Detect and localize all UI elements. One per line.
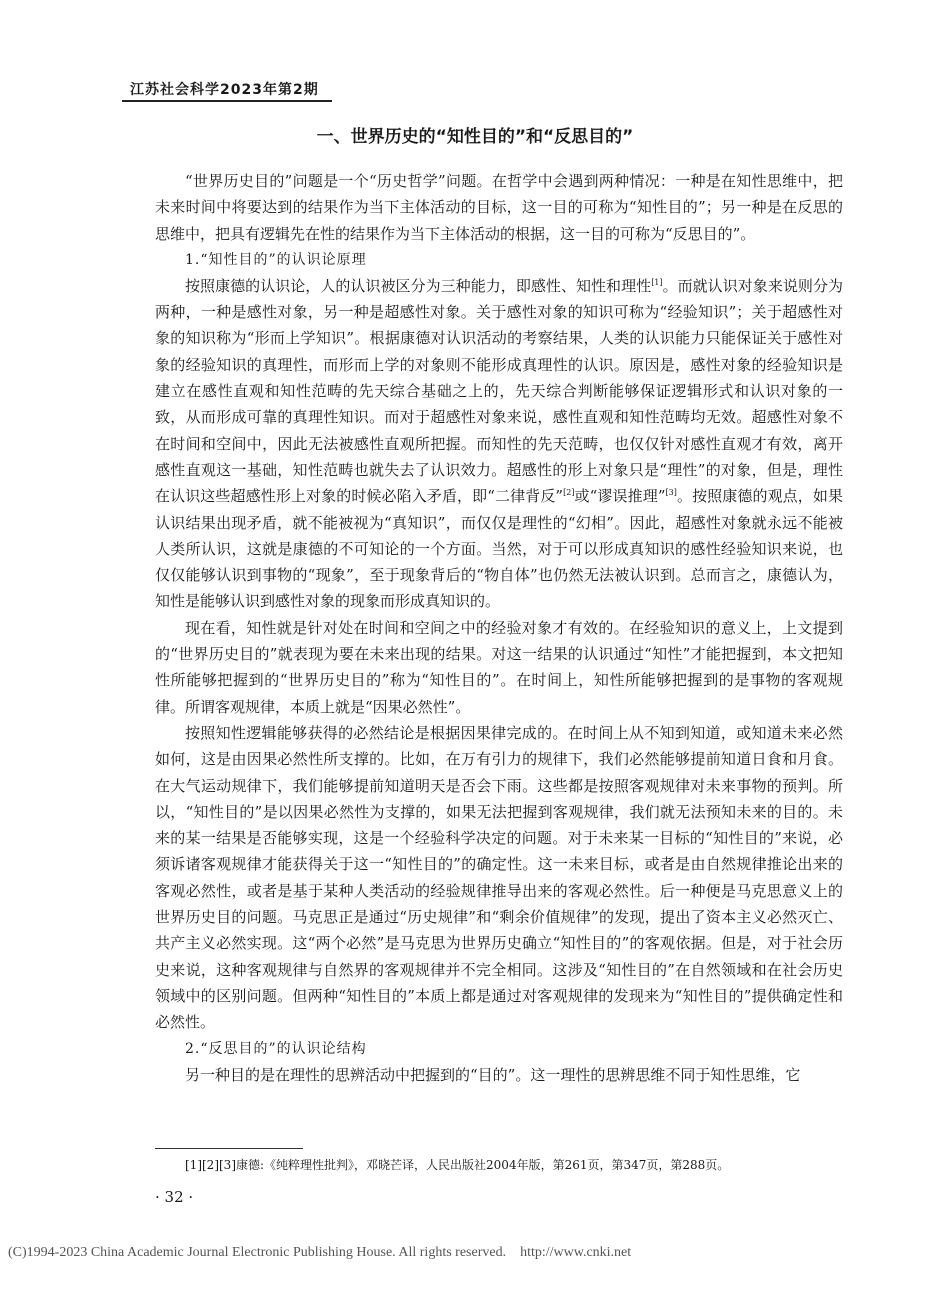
copyright-notice: (C)1994-2023 China Academic Journal Electronic Publishing House. All rights reserved. http://www.cnki.net	[8, 1245, 632, 1260]
paragraph-kant	[155, 273, 843, 615]
running-header	[122, 72, 332, 102]
paragraph-intro: “世界历史目的”问题是一个“历史哲学”问题。在哲学中会遇到两种情况：一种是在知性思维中，把未来时间中将要达到的结果作为当下主体活动的目标，这一目的可称为“知性目的”；另一种是在反思的思维中，把具有逻辑先在性的结果作为当下主体活动的根据，这一目的可称为“反思目的”。	[155, 172, 843, 243]
kant-text-b: 。而就认识对象来说则分为两种，一种是感性对象，另一种是超感性对象。关于感性对象的知识可称为“经验知识”；关于超感性对象的知识称为“形而上学知识”。根据康德对认识活动的考察结果，人类的认识能力只能保证关于感性对象的经验知识的真理性，而形而上学的对象则不能形成真理性的认识。原因是，感性对象的经验知识是建立在感性直观和知性范畴的先天综合基础之上的，先天综合判断能够保证逻辑形式和认识对象的一致，从而形成可靠的真理性知识。而对于超感性对象来说，感性直观和知性范畴均无效。超感性对象不在时间和空间中，因此无法被感性直观所把握。而知性的先天范畴，也仅仅针对感性直观才有效，离开感性直观这一基础，知性范畴也就失去了认识效力。超感性的形上对象只是“理性”的对象，但是，理性在认识这些超感性形上对象的时候必陷入矛盾，即“二律背反”	[155, 276, 843, 506]
footnote-ref-3[interactable]: [3]	[665, 488, 677, 498]
kant-text-a: 按照康德的认识论，人的认识被区分为三种能力，即感性、知性和理性	[185, 276, 652, 295]
article-body	[155, 168, 843, 1088]
footnote-rule	[155, 1148, 303, 1149]
journal-title: 江苏社会科学2023年第2期	[130, 82, 319, 98]
kant-text-c: 或“谬误推理”	[574, 487, 666, 506]
header-rule	[122, 100, 332, 102]
page-number: · 32 ·	[155, 1188, 194, 1206]
footnote: [1][2][3]康德:《纯粹理性批判》，邓晓芒译，人民出版社2004年版，第261页，第347页，第288页。	[185, 1158, 730, 1172]
kant-text-d: 。按照康德的观点，如果认识结果出现矛盾，就不能被视为“真知识”，而仅仅是理性的“幻相”。因此，超感性对象就永远不能被人类所认识，这就是康德的不可知论的一个方面。当然，对于可以形成真知识的感性经验知识来说，也仅仅能够认识到事物的“现象”，至于现象背后的“物自体”也仍然无法被认识到。总而言之，康德认为，知性是能够认识到感性对象的现象而形成真知识的。	[155, 487, 843, 611]
subheading-1: 1.“知性目的”的认识论原理	[185, 251, 367, 268]
footnote-ref-1[interactable]: [1]	[651, 277, 663, 287]
paragraph-now: 现在看，知性就是针对处在时间和空间之中的经验对象才有效的。在经验知识的意义上，上文提到的“世界历史目的”就表现为要在未来出现的结果。对这一结果的认识通过“知性”才能把握到，本文把知性所能够把握到的“世界历史目的”称为“知性目的”。在时间上，知性所能够把握到的是事物的客观规律。所谓客观规律，本质上就是“因果必然性”。	[155, 618, 843, 716]
footnote-ref-2[interactable]: [2]	[563, 488, 575, 498]
paragraph-logic: 按照知性逻辑能够获得的必然结论是根据因果律完成的。在时间上从不知到知道，或知道未来必然如何，这是由因果必然性所支撑的。比如，在万有引力的规律下，我们必然能够提前知道日食和月食。在大气运动规律下，我们能够提前知道明天是否会下雨。这些都是按照客观规律对未来事物的预判。所以，“知性目的”是以因果必然性为支撑的，如果无法把握到客观规律，我们就无法预知未来的目的。未来的某一结果是否能够实现，这是一个经验科学决定的问题。对于未来某一目标的“知性目的”来说，必须诉诸客观规律才能获得关于这一“知性目的”的确定性。这一未来目标，或者是由自然规律推论出来的客观必然性，或者是基于某种人类活动的经验规律推导出来的客观必然性。后一种便是马克思意义上的世界历史目的问题。马克思正是通过“历史规律”和“剩余价值规律”的发现，提出了资本主义必然灭亡、共产主义必然实现。这“两个必然”是马克思为世界历史确立“知性目的”的客观依据。但是，对于社会历史来说，这种客观规律与自然界的客观规律并不完全相同。这涉及“知性目的”在自然领域和在社会历史领域中的区别问题。但两种“知性目的”本质上都是通过对客观规律的发现来为“知性目的”提供确定性和必然性。	[155, 723, 843, 1032]
subheading-2: 2.“反思目的”的认识论结构	[185, 1040, 367, 1057]
section-title: 一、世界历史的“知性目的”和“反思目的”	[316, 127, 634, 147]
paragraph-reflect: 另一种目的是在理性的思辨活动中把握到的“目的”。这一理性的思辨思维不同于知性思维，它	[185, 1065, 801, 1084]
